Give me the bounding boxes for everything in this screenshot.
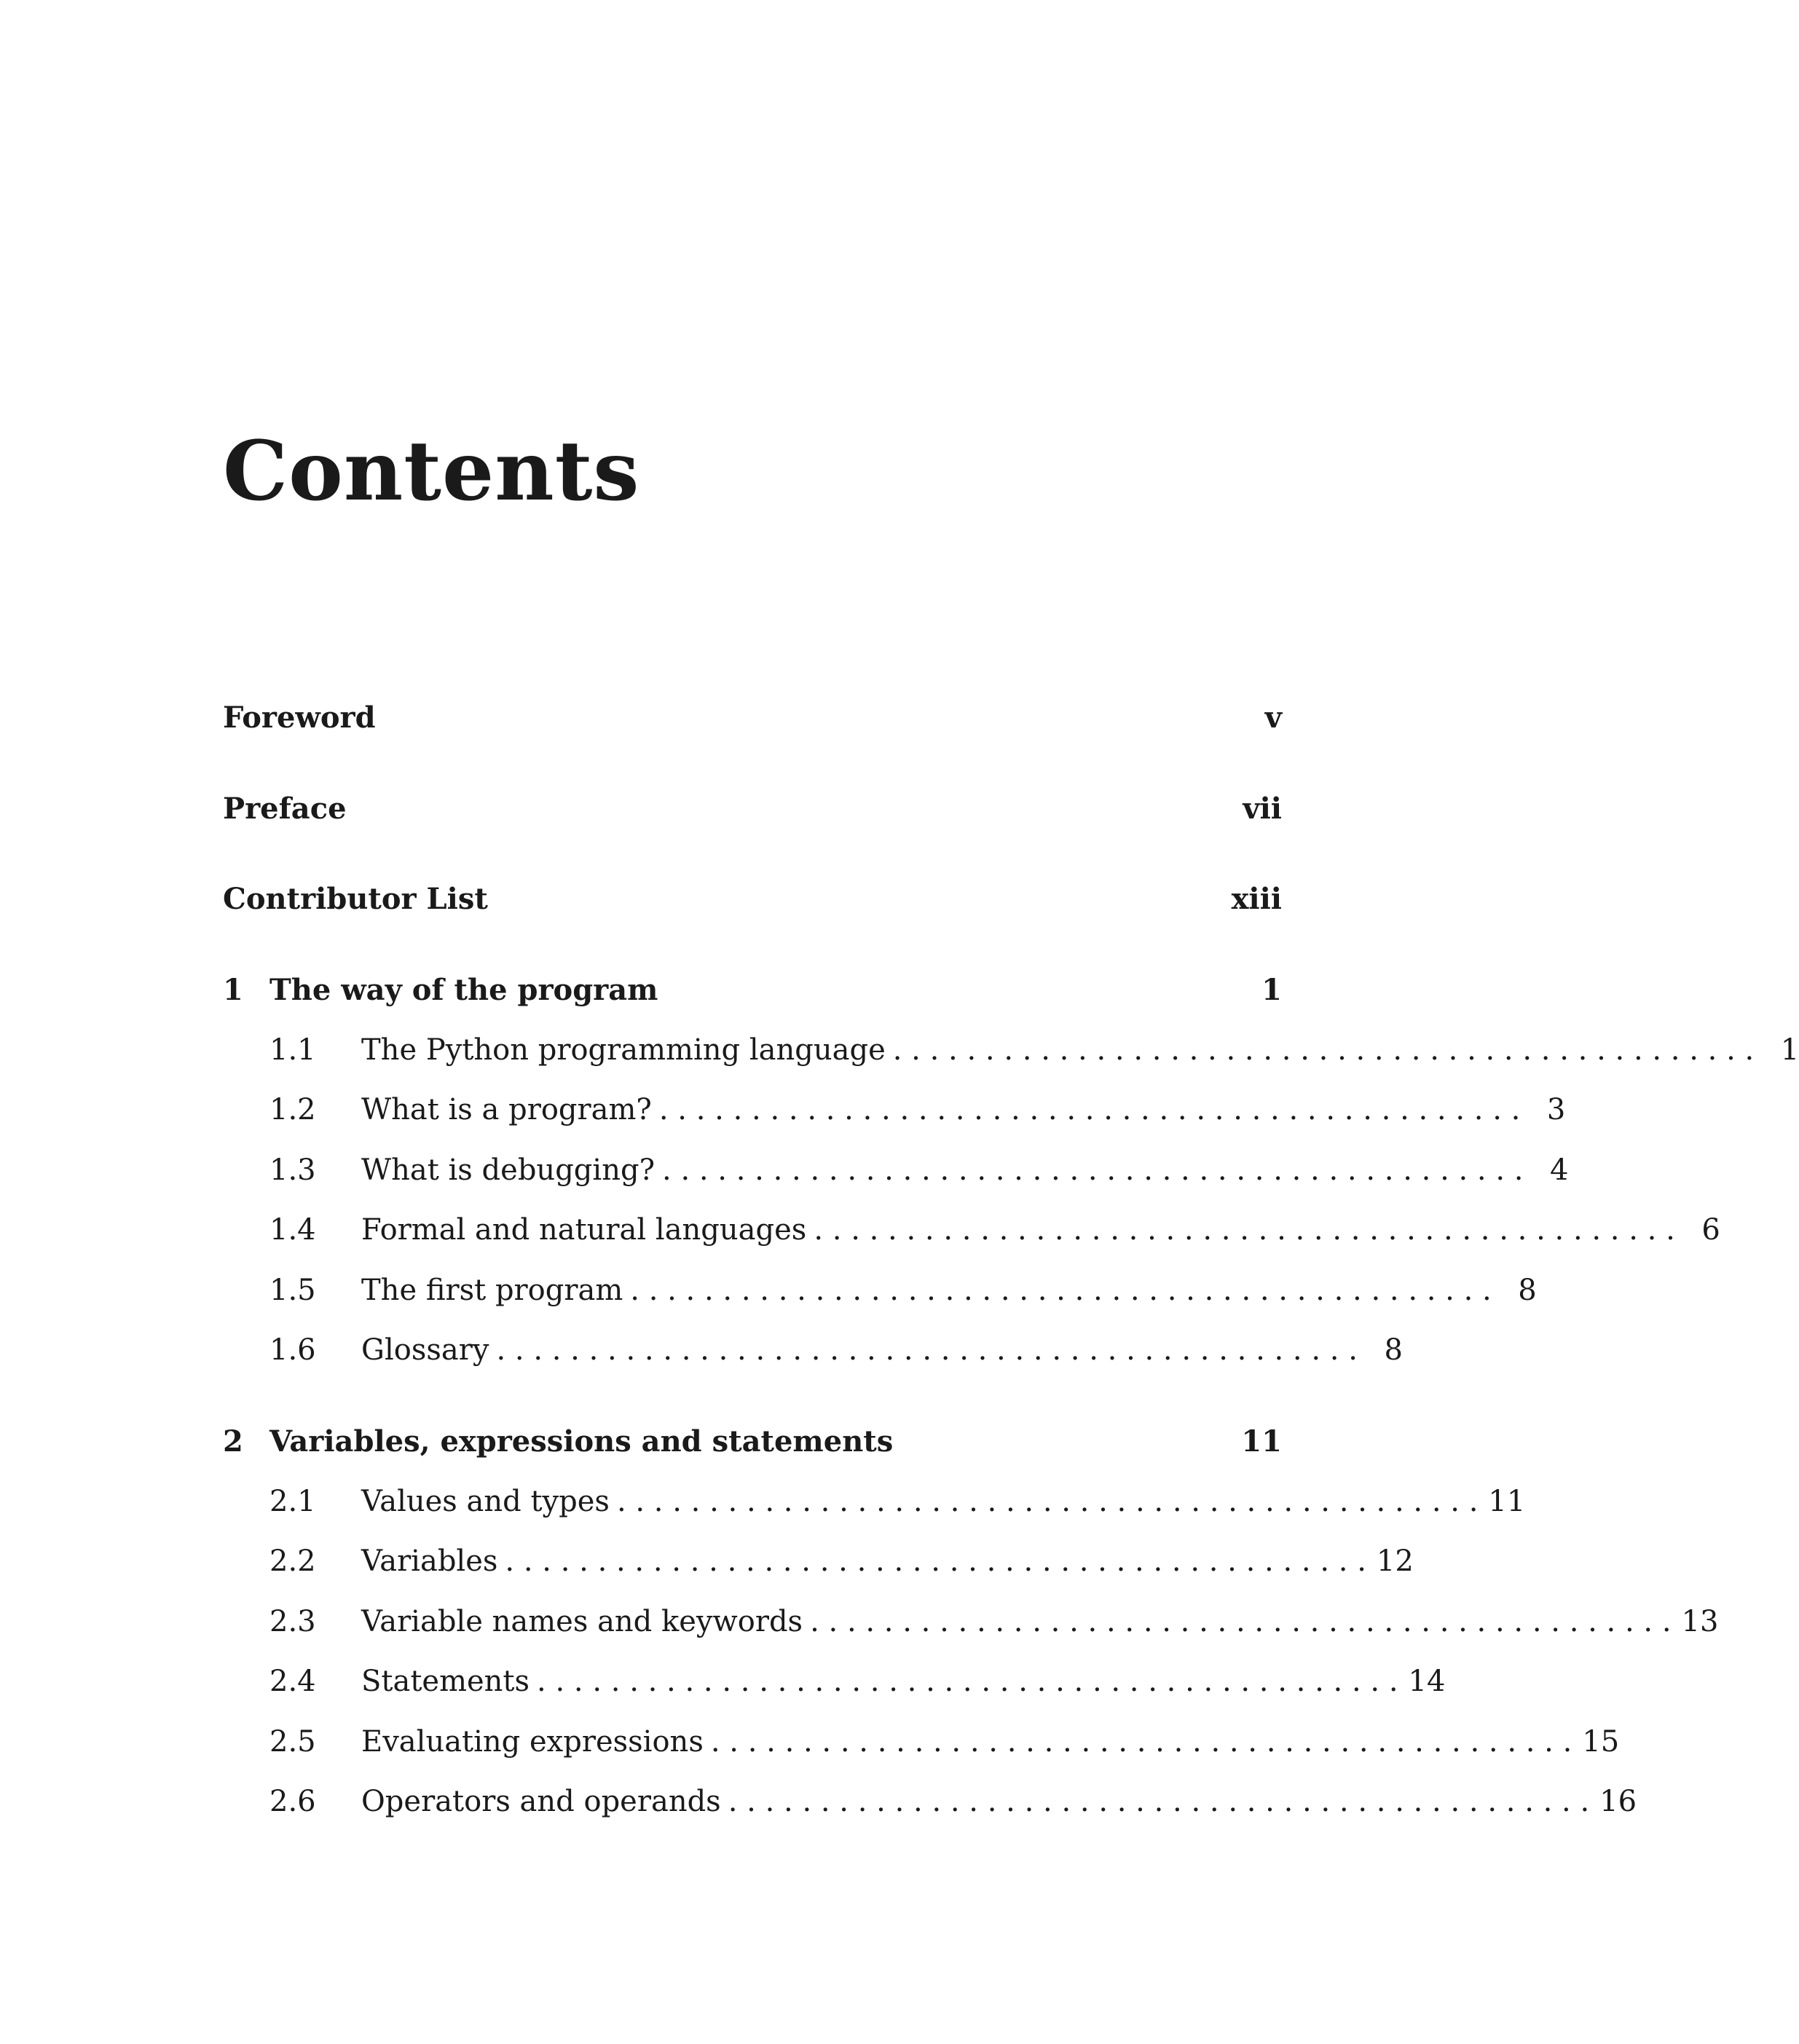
- section-page: 12: [1376, 1544, 1414, 1578]
- toc-section-2-6[interactable]: [223, 1780, 1637, 1823]
- section-page: 16: [1599, 1785, 1637, 1818]
- toc-section-2-5[interactable]: [223, 1720, 1620, 1764]
- section-page: 8: [1384, 1333, 1403, 1367]
- section-title: Glossary: [361, 1333, 489, 1367]
- dot-leader: . . . . . . . . . . . . . . . . . . . . . . . . . . . . . . . . . . . . . . . . . . . . . . .: [710, 1725, 1572, 1759]
- toc-entry-page: v: [1264, 700, 1282, 735]
- section-number: 1.5: [269, 1274, 316, 1307]
- section-number: 2.3: [269, 1605, 316, 1638]
- toc-entry-preface[interactable]: [223, 786, 1282, 830]
- dot-leader: . . . . . . . . . . . . . . . . . . . . . . . . . . . . . . . . . . . . . . . . . . . . . . .: [892, 1033, 1755, 1067]
- toc-entry-label: Foreword: [223, 700, 376, 735]
- section-number: 1.6: [269, 1333, 316, 1367]
- section-title: Variable names and keywords: [361, 1605, 803, 1638]
- section-number: 2.1: [269, 1485, 316, 1518]
- toc-section-1-4[interactable]: [223, 1208, 1720, 1252]
- toc-entry-page: xiii: [1231, 881, 1282, 916]
- toc-chapter-1[interactable]: [223, 968, 1282, 1011]
- chapter-title: The way of the program: [269, 972, 658, 1007]
- dot-leader: . . . . . . . . . . . . . . . . . . . . . . . . . . . . . . . . . . . . . . . . . . . . . . .: [496, 1333, 1358, 1367]
- section-number: 1.2: [269, 1093, 316, 1126]
- section-title: Formal and natural languages: [361, 1213, 807, 1247]
- toc-chapter-2[interactable]: [223, 1419, 1282, 1463]
- section-page: 13: [1681, 1605, 1719, 1638]
- section-page: 15: [1582, 1725, 1620, 1759]
- toc-entry-label: Contributor List: [223, 881, 488, 916]
- section-title: What is a program?: [361, 1093, 652, 1126]
- toc-section-1-1[interactable]: [223, 1028, 1799, 1072]
- section-title: Variables: [361, 1544, 498, 1578]
- dot-leader: . . . . . . . . . . . . . . . . . . . . . . . . . . . . . . . . . . . . . . . . . . . . . . .: [814, 1213, 1675, 1247]
- chapter-number: 2: [223, 1424, 243, 1459]
- section-title: Evaluating expressions: [361, 1725, 704, 1759]
- section-title: The first program: [361, 1274, 623, 1307]
- section-number: 1.4: [269, 1213, 316, 1247]
- dot-leader: . . . . . . . . . . . . . . . . . . . . . . . . . . . . . . . . . . . . . . . . . . . . . . .: [728, 1785, 1590, 1818]
- toc-section-2-4[interactable]: [223, 1660, 1446, 1703]
- section-number: 2.2: [269, 1544, 316, 1578]
- section-title: Values and types: [361, 1485, 610, 1518]
- dot-leader: . . . . . . . . . . . . . . . . . . . . . . . . . . . . . . . . . . . . . . . . . . . . . . .: [662, 1153, 1524, 1187]
- chapter-title: Variables, expressions and statements: [269, 1424, 894, 1459]
- section-page: 6: [1701, 1213, 1720, 1247]
- toc-section-1-2[interactable]: [223, 1088, 1566, 1132]
- toc-section-2-1[interactable]: [223, 1480, 1526, 1523]
- section-page: 4: [1550, 1153, 1569, 1187]
- toc-section-2-2[interactable]: [223, 1539, 1414, 1583]
- dot-leader: . . . . . . . . . . . . . . . . . . . . . . . . . . . . . . . . . . . . . . . . . . . . . . .: [810, 1605, 1672, 1638]
- section-page: 11: [1488, 1485, 1526, 1518]
- page-title: Contents: [223, 424, 640, 519]
- dot-leader: . . . . . . . . . . . . . . . . . . . . . . . . . . . . . . . . . . . . . . . . . . . . . . .: [616, 1485, 1479, 1518]
- chapter-page: 1: [1261, 972, 1282, 1007]
- toc-section-1-5[interactable]: [223, 1268, 1537, 1312]
- dot-leader: . . . . . . . . . . . . . . . . . . . . . . . . . . . . . . . . . . . . . . . . . . . . . . .: [630, 1274, 1492, 1307]
- section-number: 1.3: [269, 1153, 316, 1187]
- chapter-page: 11: [1241, 1424, 1282, 1459]
- toc-section-1-3[interactable]: [223, 1148, 1569, 1192]
- dot-leader: . . . . . . . . . . . . . . . . . . . . . . . . . . . . . . . . . . . . . . . . . . . . . . .: [505, 1544, 1366, 1578]
- toc-entry-page: vii: [1243, 791, 1282, 826]
- section-number: 2.5: [269, 1725, 316, 1759]
- dot-leader: . . . . . . . . . . . . . . . . . . . . . . . . . . . . . . . . . . . . . . . . . . . . . . .: [537, 1665, 1398, 1698]
- section-title: Operators and operands: [361, 1785, 721, 1818]
- section-page: 3: [1546, 1093, 1566, 1126]
- chapter-number: 1: [223, 972, 243, 1007]
- section-page: 8: [1518, 1274, 1537, 1307]
- toc-section-2-3[interactable]: [223, 1600, 1719, 1644]
- section-number: 1.1: [269, 1033, 316, 1067]
- toc-section-1-6[interactable]: [223, 1328, 1403, 1372]
- section-page: 1: [1780, 1033, 1799, 1067]
- toc-entry-contributor-list[interactable]: [223, 877, 1282, 920]
- toc-entry-foreword[interactable]: [223, 695, 1282, 739]
- section-page: 14: [1408, 1665, 1446, 1698]
- section-title: Statements: [361, 1665, 530, 1698]
- section-number: 2.4: [269, 1665, 316, 1698]
- section-title: What is debugging?: [361, 1153, 656, 1187]
- dot-leader: . . . . . . . . . . . . . . . . . . . . . . . . . . . . . . . . . . . . . . . . . . . . . . .: [658, 1093, 1521, 1126]
- section-title: The Python programming language: [361, 1033, 886, 1067]
- section-number: 2.6: [269, 1785, 316, 1818]
- toc-entry-label: Preface: [223, 791, 347, 826]
